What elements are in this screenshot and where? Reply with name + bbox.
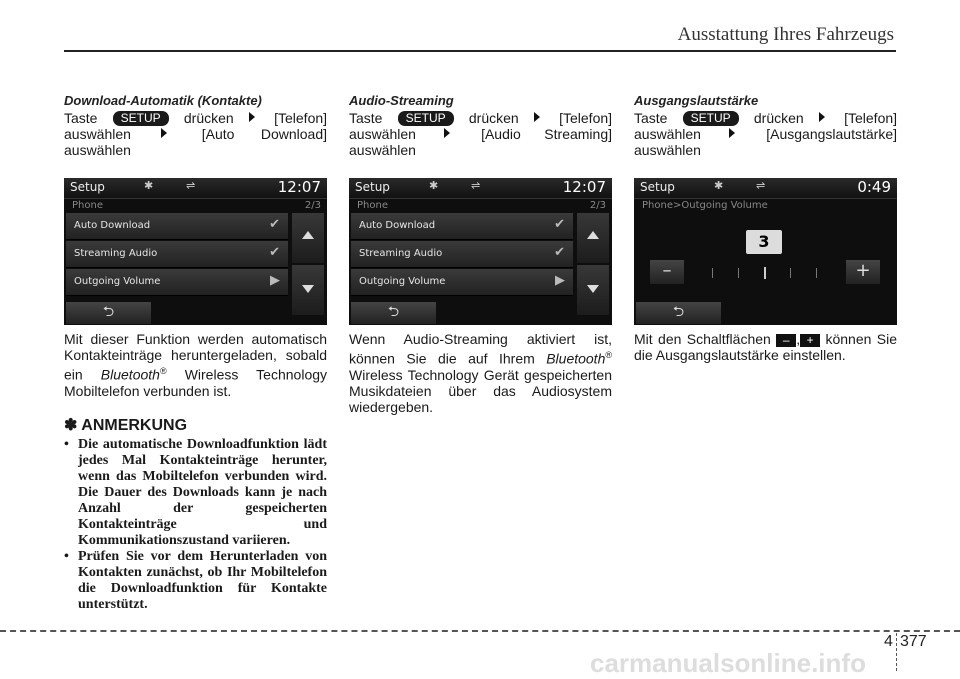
description: Wenn Audio-Streaming aktiviert ist, können Sie die auf Ihrem Bluetooth® Wireless Technology Gerät gespeicherten Musikdateien über das Audiosystem wiedergeben. xyxy=(349,331,613,415)
watermark: carmanualsonline.info xyxy=(590,648,866,678)
bluetooth-icon: ✱ xyxy=(714,179,724,192)
arrow-down-icon xyxy=(587,285,599,293)
arrow-down-icon xyxy=(302,285,314,293)
setup-key: SETUP xyxy=(683,111,739,126)
note-title: ✽ ANMERKUNG xyxy=(64,416,188,434)
section-heading: Download-Automatik (Kontakte) xyxy=(64,93,262,108)
back-button[interactable]: ⮌ xyxy=(636,302,721,324)
instruction-text: Taste SETUP drücken [Telefon] auswählen [Ausgangslautstärke] auswählen xyxy=(634,110,898,158)
description: Mit dieser Funktion werden automatisch Kontakteinträge heruntergeladen, sobald ein Bluetooth® Wireless Technology Mobiltelefon verbunden ist. xyxy=(64,331,328,399)
phone-setup-screen: Setup ✱ ⇌ 12:07 Phone 2/3 Auto Download ✔ Streaming Audio ✔ Outgoing Volume ▶ ⮌ xyxy=(349,178,612,325)
setup-key: SETUP xyxy=(398,111,454,126)
bluetooth-icon: ✱ xyxy=(429,179,439,192)
clock: 0:49 xyxy=(857,178,891,196)
back-button[interactable]: ⮌ xyxy=(66,302,151,324)
menu-item-auto-download[interactable]: Auto Download ✔ xyxy=(351,213,573,240)
play-icon: ▶ xyxy=(555,273,565,288)
setup-key: SETUP xyxy=(113,111,169,126)
usb-icon: ⇌ xyxy=(471,179,481,192)
arrow-up-icon xyxy=(587,231,599,239)
volume-level-indicator xyxy=(764,267,766,279)
note-list xyxy=(64,437,327,613)
description: Mit den Schaltflächen – , + können Sie die Ausgangslautstärke einstellen. xyxy=(634,331,898,363)
menu-item-streaming-audio[interactable]: Streaming Audio ✔ xyxy=(66,241,288,268)
section-heading: Audio-Streaming xyxy=(349,93,454,108)
bluetooth-icon: ✱ xyxy=(144,179,154,192)
list-item: • Prüfen Sie vor dem Herunterladen von Kontakten zunächst, ob Ihr Mobiltelefon die Downloadfunktion für Kontakte unterstützt. xyxy=(64,549,327,613)
section-heading: Ausgangslautstärke xyxy=(634,93,759,108)
column-auto-download xyxy=(64,93,327,613)
screen-title-bar: Setup ✱ ⇌ 0:49 xyxy=(634,178,897,199)
menu-item-streaming-audio[interactable]: Streaming Audio ✔ xyxy=(351,241,573,268)
instruction-text: Taste SETUP drücken [Telefon] auswählen [Audio Streaming] auswählen xyxy=(349,110,613,158)
arrow-up-icon xyxy=(302,231,314,239)
outgoing-volume-screen: Setup ✱ ⇌ 0:49 Phone>Outgoing Volume 3 – + ⮌ xyxy=(634,178,897,325)
chapter-number: 4 xyxy=(884,633,893,650)
scroll-down-button[interactable] xyxy=(577,265,609,315)
arrow-right-icon xyxy=(534,112,540,122)
screen-title-bar: Setup ✱ ⇌ 12:07 xyxy=(349,178,612,199)
plus-button-icon: + xyxy=(800,334,820,347)
clock: 12:07 xyxy=(277,178,321,196)
play-icon: ▶ xyxy=(270,273,280,288)
screen-title-bar: Setup ✱ ⇌ 12:07 xyxy=(64,178,327,199)
check-icon: ✔ xyxy=(554,245,565,260)
volume-minus-button[interactable]: – xyxy=(650,260,684,284)
instruction-text: Taste SETUP drücken [Telefon] auswählen [Auto Download] auswählen xyxy=(64,110,328,158)
usb-icon: ⇌ xyxy=(186,179,196,192)
clock: 12:07 xyxy=(562,178,606,196)
running-header: Ausstattung Ihres Fahrzeugs xyxy=(677,24,894,45)
back-button[interactable]: ⮌ xyxy=(351,302,436,324)
scroll-down-button[interactable] xyxy=(292,265,324,315)
menu-item-outgoing-volume[interactable]: Outgoing Volume ▶ xyxy=(351,269,573,296)
scroll-up-button[interactable] xyxy=(577,213,609,263)
page-number: 377 xyxy=(900,633,927,650)
check-icon: ✔ xyxy=(269,245,280,260)
footer-divider xyxy=(896,633,897,671)
check-icon: ✔ xyxy=(269,217,280,232)
arrow-right-icon xyxy=(729,128,735,138)
phone-setup-screen: Setup ✱ ⇌ 12:07 Phone 2/3 Auto Download ✔ Streaming Audio ✔ Outgoing Volume ▶ ⮌ xyxy=(64,178,327,325)
menu-item-auto-download[interactable]: Auto Download ✔ xyxy=(66,213,288,240)
minus-button-icon: – xyxy=(776,334,796,347)
arrow-right-icon xyxy=(819,112,825,122)
arrow-right-icon xyxy=(161,128,167,138)
volume-value: 3 xyxy=(746,230,782,254)
column-outgoing-volume xyxy=(634,93,897,363)
usb-icon: ⇌ xyxy=(756,179,766,192)
footer-rule xyxy=(0,630,960,632)
check-icon: ✔ xyxy=(554,217,565,232)
column-audio-streaming xyxy=(349,93,612,415)
menu-item-outgoing-volume[interactable]: Outgoing Volume ▶ xyxy=(66,269,288,296)
volume-plus-button[interactable]: + xyxy=(846,260,880,284)
scroll-up-button[interactable] xyxy=(292,213,324,263)
arrow-right-icon xyxy=(444,128,450,138)
list-item: • Die automatische Downloadfunktion lädt jedes Mal Kontakteinträge herunter, wenn das Mobiltelefon verbunden wird. Die Dauer des Downloads kann je nach Anzahl der gespeicherten Kontakteinträge und Kommunikationszustand variieren. xyxy=(64,437,327,549)
header-rule xyxy=(64,50,896,52)
arrow-right-icon xyxy=(249,112,255,122)
